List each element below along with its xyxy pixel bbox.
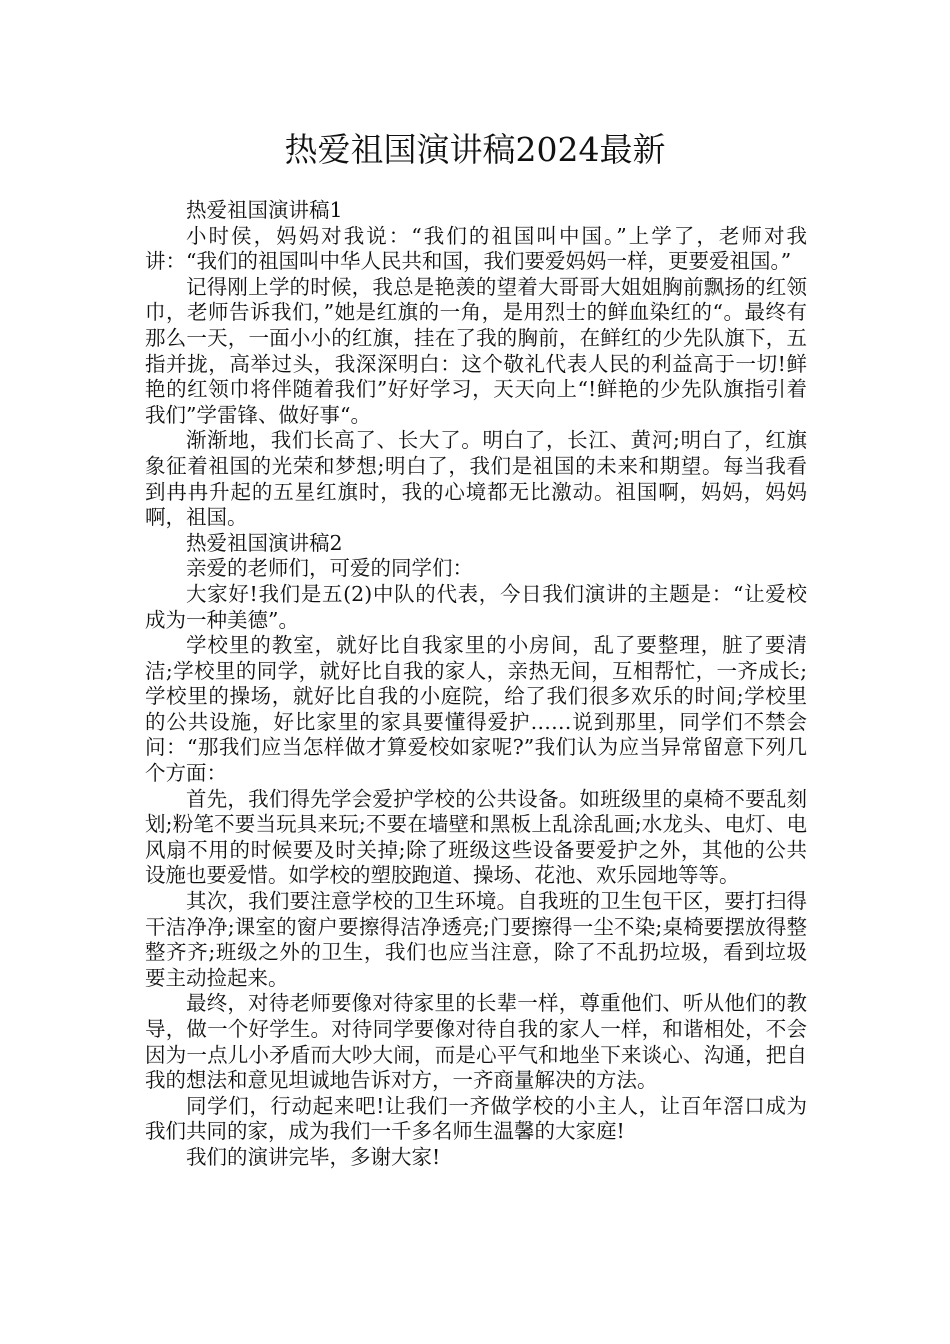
document-title: 热爱祖国演讲稿2024最新 <box>284 130 666 169</box>
paragraph-introduction: 大家好!我们是五(2)中队的代表，今日我们演讲的主题是：“让爱校成为一种美德”。 <box>145 581 807 632</box>
paragraph-school-as-home: 学校里的教室，就好比自我家里的小房间，乱了要整理，脏了要清洁;学校里的同学，就好比自我的家人，亲热无间，互相帮忙，一齐成长;学校里的操场，就好比自我的小庭院，给了我们很多欢乐的时间;学校里的公共设施，好比家里的家具要懂得爱护……说到那里，同学们不禁会问：“那我们应当怎样做才算爱校如家呢?”我们认为应当异常留意下列几个方面： <box>145 633 807 786</box>
section-heading-1: 热爱祖国演讲稿1 <box>186 198 343 222</box>
section-heading-2: 热爱祖国演讲稿2 <box>186 530 343 555</box>
paragraph-first-point: 首先，我们得先学会爱护学校的公共设备。如班级里的桌椅不要乱刻划;粉笔不要当玩具来玩;不要在墙壁和黑板上乱涂乱画;水龙头、电灯、电风扇不用的时候要及时关掉;除了班级这些设备要爱护之外，其他的公共设施也要爱惜。如学校的塑胶跑道、操场、花池、欢乐园地等等。 <box>145 786 807 888</box>
paragraph-red-scarf: 记得刚上学的时候，我总是艳羡的望着大哥哥大姐姐胸前飘扬的红领巾，老师告诉我们，”她是红旗的一角，是用烈士的鲜血染红的“。最终有那么一天，一面小小的红旗，挂在了我的胸前，在鲜红的少先队旗下，五指并拢，高举过头，我深深明白：这个敬礼代表人民的利益高于一切!鲜艳的红领巾将伴随着我们”好好学习，天天向上“!鲜艳的少先队旗指引着我们”学雷锋、做好事“。 <box>145 274 807 427</box>
paragraph-call-to-action: 同学们，行动起来吧!让我们一齐做学校的小主人，让百年滘口成为我们共同的家，成为我们一千多名师生温馨的大家庭! <box>145 1093 807 1144</box>
paragraph-growing-up: 渐渐地，我们长高了、长大了。明白了，长江、黄河;明白了，红旗象征着祖国的光荣和梦想;明白了，我们是祖国的未来和期望。每当我看到冉冉升起的五星红旗时，我的心境都无比激动。祖国啊，妈妈，妈妈啊，祖国。 <box>145 428 807 530</box>
paragraph-third-point: 最终，对待老师要像对待家里的长辈一样，尊重他们、听从他们的教导，做一个好学生。对待同学要像对待自我的家人一样，和谐相处，不会因为一点儿小矛盾而大吵大闹，而是心平气和地坐下来谈心、沟通，把自我的想法和意见坦诚地告诉对方，一齐商量解决的方法。 <box>145 991 807 1093</box>
document-body <box>145 198 807 1171</box>
paragraph-second-point: 其次，我们要注意学校的卫生环境。自我班的卫生包干区，要打扫得干洁净净;课室的窗户要擦得洁净透亮;门要擦得一尘不染;桌椅要摆放得整整齐齐;班级之外的卫生，我们也应当注意，除了不乱扔垃圾，看到垃圾要主动捡起来。 <box>145 889 807 990</box>
paragraph-greeting: 亲爱的老师们，可爱的同学们： <box>186 556 473 581</box>
paragraph-closing: 我们的演讲完毕，多谢大家! <box>186 1144 441 1169</box>
paragraph-childhood: 小时侯，妈妈对我说：“我们的祖国叫中国。”上学了，老师对我讲：“我们的祖国叫中华人民共和国，我们要爱妈妈一样，更要爱祖国。” <box>145 223 807 274</box>
